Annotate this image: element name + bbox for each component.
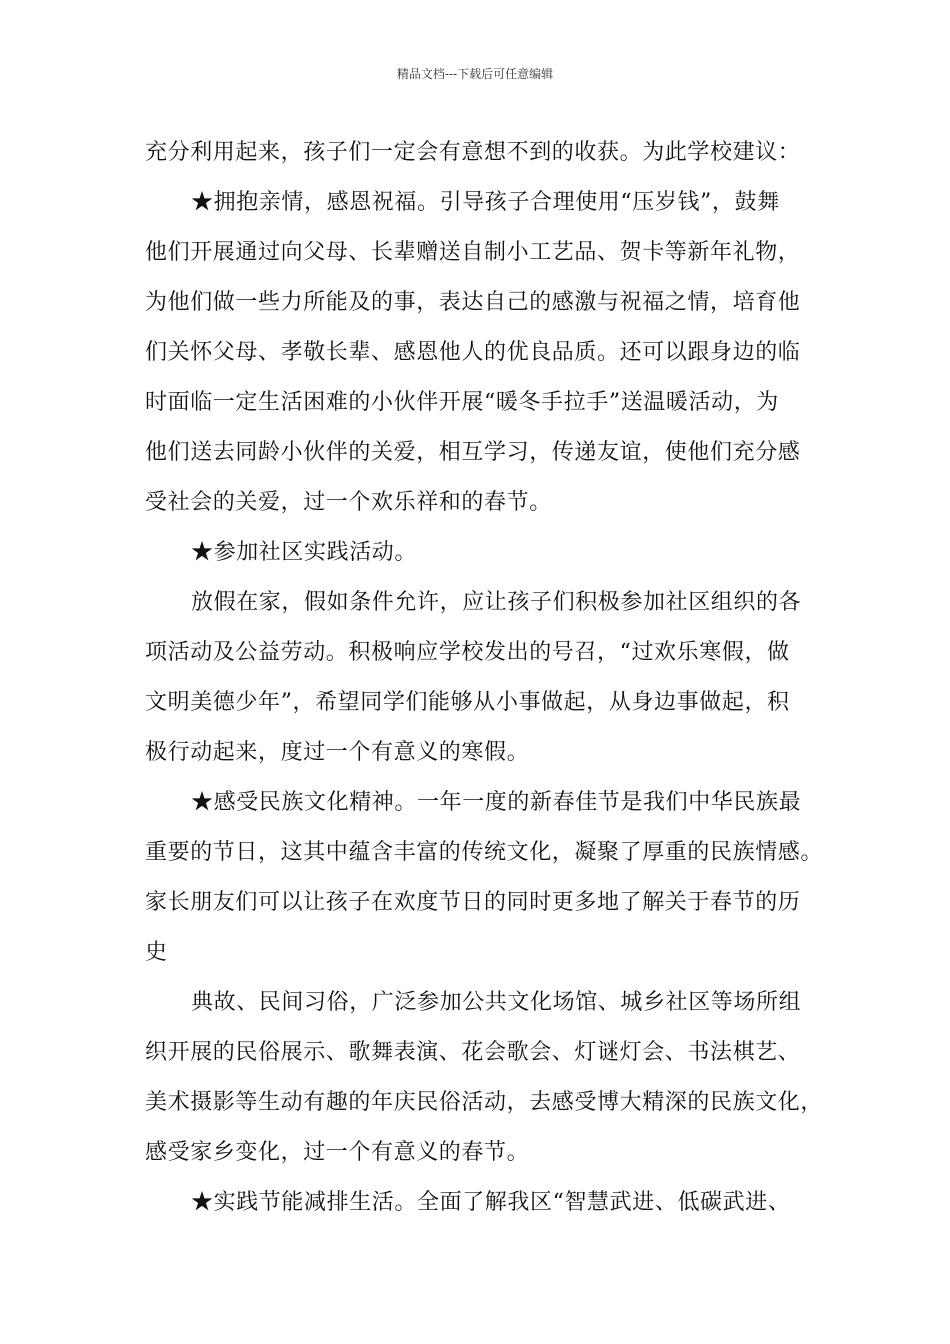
text-line: ★实践节能减排生活。全面了解我区“智慧武进、低碳武进、 — [191, 1190, 791, 1215]
text-line: ★拥抱亲情，感恩祝福。引导孩子合理使用“压岁钱”，鼓舞 — [191, 190, 780, 215]
text-line: 时面临一定生活困难的小伙伴开展“暖冬手拉手”送温暖活动，为 — [145, 390, 779, 415]
text-line: 美术摄影等生动有趣的年庆民俗活动，去感受博大精深的民族文化， — [145, 1090, 824, 1115]
text-line: ★参加社区实践活动。 — [191, 540, 418, 565]
text-line: 他们开展通过向父母、长辈赠送自制小工艺品、贺卡等新年礼物， — [145, 240, 801, 265]
text-line: ★感受民族文化精神。一年一度的新春佳节是我们中华民族最 — [191, 790, 802, 815]
text-line: 极行动起来，度过一个有意义的寒假。 — [145, 740, 530, 765]
document-body — [145, 128, 824, 1228]
text-line: 感受家乡变化，过一个有意义的春节。 — [145, 1140, 530, 1165]
text-line: 重要的节日，这其中蕴含丰富的传统文化，凝聚了厚重的民族情感。 — [145, 840, 824, 865]
page-header: 精品文档---下载后可任意编辑 — [396, 67, 554, 81]
text-line: 家长朋友们可以让孩子在欢度节日的同时更多地了解关于春节的历 — [145, 890, 801, 915]
text-line: 史 — [145, 940, 168, 965]
text-line: 织开展的民俗展示、歌舞表演、花会歌会、灯谜灯会、书法棋艺、 — [145, 1040, 801, 1065]
text-line: 放假在家，假如条件允许，应让孩子们积极参加社区组织的各 — [191, 590, 802, 615]
text-line: 他们送去同龄小伙伴的关爱，相互学习，传递友谊，使他们充分感 — [145, 440, 801, 465]
text-line: 典故、民间习俗，广泛参加公共文化场馆、城乡社区等场所组 — [191, 990, 802, 1015]
text-line: 受社会的关爱，过一个欢乐祥和的春节。 — [145, 490, 552, 515]
text-line: 充分利用起来，孩子们一定会有意想不到的收获。为此学校建议： — [145, 140, 801, 165]
text-line: 们关怀父母、孝敬长辈、感恩他人的优良品质。还可以跟身边的临 — [145, 340, 801, 365]
text-line: 项活动及公益劳动。积极响应学校发出的号召，“过欢乐寒假，做 — [145, 640, 790, 665]
text-line: 为他们做一些力所能及的事，表达自己的感激与祝福之情，培育他 — [145, 290, 801, 315]
text-line: 文明美德少年”，希望同学们能够从小事做起，从身边事做起，积 — [145, 690, 790, 715]
